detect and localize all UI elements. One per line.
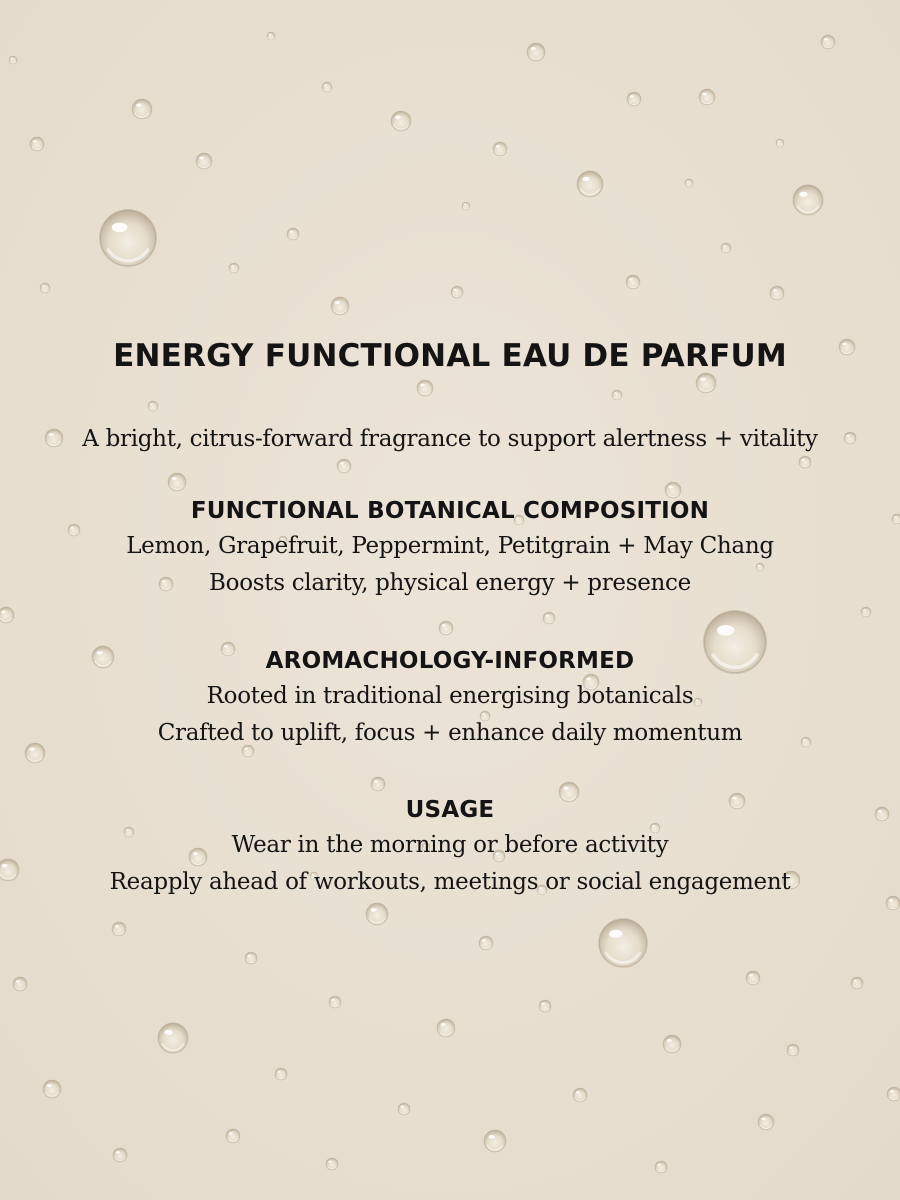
section-heading: AROMACHOLOGY-INFORMED <box>265 648 635 674</box>
section-line: Boosts clarity, physical energy + presence <box>209 570 691 596</box>
section-line: Reapply ahead of workouts, meetings or social engagement <box>109 869 791 895</box>
section-line: Lemon, Grapefruit, Peppermint, Petitgrain + May Chang <box>126 533 774 559</box>
section-line: Rooted in traditional energising botanicals <box>206 683 694 709</box>
product-tagline: A bright, citrus-forward fragrance to support alertness + vitality <box>82 426 818 452</box>
section-line: Crafted to uplift, focus + enhance daily momentum <box>157 720 743 746</box>
section-aromachology <box>0 644 900 752</box>
section-heading: FUNCTIONAL BOTANICAL COMPOSITION <box>190 498 710 524</box>
product-title: ENERGY FUNCTIONAL EAU DE PARFUM <box>113 338 787 374</box>
section-line: Wear in the morning or before activity <box>231 832 669 858</box>
section-heading: USAGE <box>405 797 495 823</box>
section-usage <box>0 793 900 901</box>
section-botanical-composition <box>0 494 900 602</box>
